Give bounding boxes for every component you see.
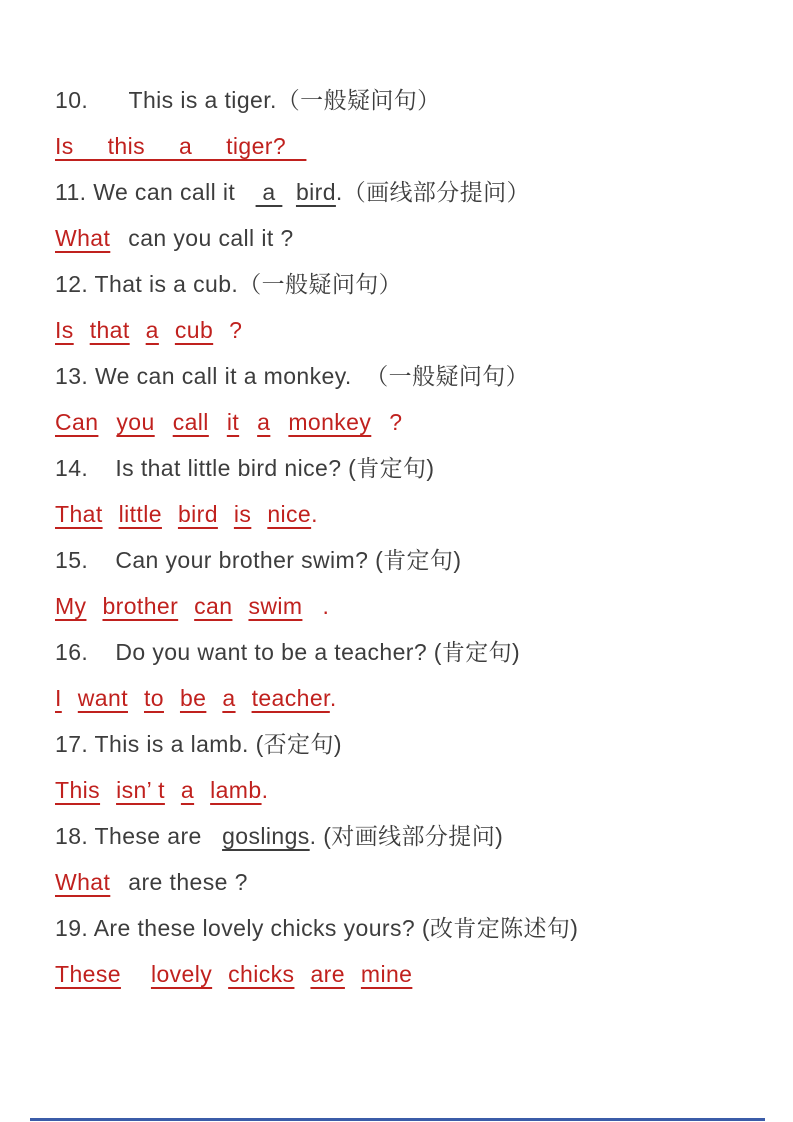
- text-segment: 12. That is a cub.（一般疑问句）: [55, 271, 403, 297]
- question-line-11: [55, 177, 778, 223]
- text-segment: 19. Are these lovely chicks yours? (改肯定陈述句): [55, 915, 579, 941]
- underlined-word: I: [55, 685, 62, 711]
- text-segment: .: [311, 501, 318, 527]
- underlined-word: it: [226, 409, 240, 435]
- answer-line-19: [55, 959, 778, 1005]
- text-segment: can you call it ?: [128, 225, 294, 251]
- text-segment: 17. This is a lamb. (否定句): [55, 731, 342, 757]
- answer-line-10: [55, 131, 778, 177]
- underlined-word: are: [310, 961, 345, 987]
- question-line-12: [55, 269, 778, 315]
- underlined-word: lamb: [210, 777, 262, 803]
- underlined-word: Is: [55, 317, 74, 343]
- underlined-word: goslings: [222, 823, 310, 849]
- underlined-word: mine: [360, 961, 413, 987]
- page-bottom-rule: [30, 1118, 765, 1121]
- underlined-word: cub: [174, 317, 214, 343]
- underlined-word: bird: [177, 501, 218, 527]
- underlined-word: a: [180, 777, 195, 803]
- underlined-word: little: [118, 501, 162, 527]
- question-line-19: [55, 913, 778, 959]
- text-segment: .: [322, 593, 330, 619]
- text-segment: 14. Is that little bird nice? (肯定句): [55, 455, 435, 481]
- underlined-word: a: [255, 179, 283, 205]
- underlined-word: lovely: [150, 961, 213, 987]
- underlined-word: Is this a tiger?: [55, 133, 307, 159]
- answer-line-15: [55, 591, 778, 637]
- underlined-word: you: [116, 409, 155, 435]
- underlined-word: a: [222, 685, 236, 711]
- text-segment: 15. Can your brother swim? (肯定句): [55, 547, 462, 573]
- question-line-15: [55, 545, 778, 591]
- question-line-13: [55, 361, 778, 407]
- underlined-word: What: [55, 869, 111, 895]
- text-segment: 16. Do you want to be a teacher? (肯定句): [55, 639, 521, 665]
- underlined-word: to: [143, 685, 164, 711]
- question-line-14: [55, 453, 778, 499]
- question-line-17: [55, 729, 778, 775]
- underlined-word: isn’ t: [116, 777, 165, 803]
- text-segment: .: [261, 777, 269, 803]
- underlined-word: That: [55, 501, 103, 527]
- underlined-word: nice: [267, 501, 312, 527]
- underlined-word: is: [233, 501, 252, 527]
- underlined-word: This: [55, 777, 101, 803]
- answer-line-13: [55, 407, 778, 453]
- underlined-word: that: [89, 317, 130, 343]
- answer-line-14: [55, 499, 778, 545]
- text-segment: are these ?: [128, 869, 248, 895]
- underlined-word: What: [55, 225, 111, 251]
- exercise-lines: [55, 85, 778, 1005]
- text-segment: 10. This is a tiger.（一般疑问句）: [55, 87, 441, 113]
- text-segment: 11. We can call it: [55, 179, 256, 205]
- underlined-word: can: [194, 593, 233, 619]
- text-segment: 13. We can call it a monkey. （一般疑问句）: [55, 363, 530, 389]
- underlined-word: want: [77, 685, 128, 711]
- underlined-word: These: [55, 961, 121, 987]
- answer-line-17: [55, 775, 778, 821]
- underlined-word: My: [55, 593, 87, 619]
- underlined-word: a: [145, 317, 159, 343]
- underlined-word: Can: [55, 409, 99, 435]
- underlined-word: swim: [248, 593, 303, 619]
- underlined-word: bird: [295, 179, 336, 205]
- text-segment: 18. These are: [55, 823, 223, 849]
- text-segment: .（画线部分提问）: [335, 179, 530, 205]
- question-line-10: [55, 85, 778, 131]
- text-segment: . (对画线部分提问): [309, 823, 504, 849]
- text-segment: ?: [389, 409, 403, 435]
- question-line-18: [55, 821, 778, 867]
- underlined-word: chicks: [228, 961, 295, 987]
- underlined-word: monkey: [288, 409, 372, 435]
- underlined-word: a: [257, 409, 271, 435]
- text-segment: .: [329, 685, 337, 711]
- answer-line-16: [55, 683, 778, 729]
- underlined-word: teacher: [251, 685, 330, 711]
- question-line-16: [55, 637, 778, 683]
- underlined-word: call: [172, 409, 209, 435]
- answer-line-12: [55, 315, 778, 361]
- answer-line-11: [55, 223, 778, 269]
- answer-line-18: [55, 867, 778, 913]
- text-segment: ?: [229, 317, 243, 343]
- underlined-word: be: [179, 685, 207, 711]
- text-segment: [282, 179, 296, 205]
- underlined-word: brother: [102, 593, 179, 619]
